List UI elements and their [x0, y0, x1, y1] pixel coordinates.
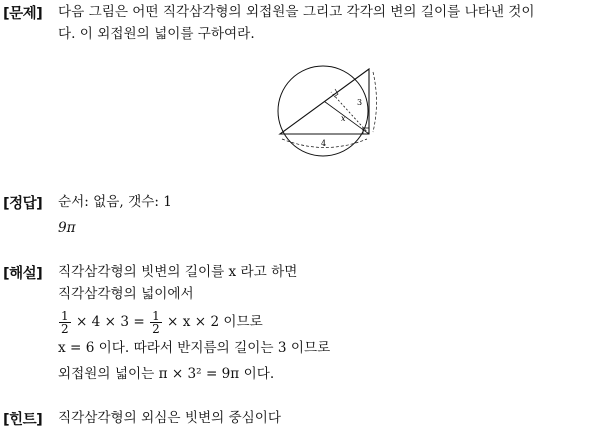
fraction-half-1 — [59, 310, 71, 335]
problem-text — [58, 2, 588, 46]
answer-tag: [정답] — [3, 196, 43, 212]
answer-line-1: 순서: 없음, 갯수: 1 — [58, 194, 172, 210]
equation-part-2: × x × 2 이므로 — [167, 314, 263, 330]
circumcircle-figure — [270, 64, 390, 164]
fraction-1-numerator: 1 — [61, 309, 69, 323]
solution-tag: [해설] — [3, 266, 43, 282]
answer-line-2: 9π — [58, 220, 76, 236]
hint-tag: [힌트] — [3, 412, 43, 428]
label-hypotenuse: x — [341, 114, 346, 123]
right-dashed-arc — [373, 72, 377, 132]
radius-line — [325, 102, 370, 135]
problem-line-2: 다. 이 외접원의 넓이를 구하여라. — [58, 26, 255, 42]
fraction-1-denominator: 2 — [61, 322, 69, 336]
hint-text — [58, 408, 588, 430]
solution-line-5: 외접원의 넓이는 π × 3² = 9π 이다. — [58, 366, 275, 382]
hint-line-1: 직각삼각형의 외심은 빗변의 중심이다 — [58, 410, 282, 426]
fraction-2-denominator: 2 — [152, 322, 160, 336]
fraction-half-2 — [150, 310, 162, 335]
solution-text — [58, 262, 588, 386]
label-side-b: 3 — [357, 98, 363, 107]
solution-equation — [58, 306, 588, 338]
answer-text — [58, 192, 588, 240]
solution-line-1: 직각삼각형의 빗변의 길이를 x 라고 하면 — [58, 264, 298, 280]
fraction-2-numerator: 1 — [152, 309, 160, 323]
label-side-a: 4 — [321, 139, 327, 148]
equation-part-1: × 4 × 3 = — [75, 314, 145, 330]
solution-line-4: x = 6 이다. 따라서 반지름의 길이는 3 이므로 — [58, 340, 331, 356]
triangle-height — [331, 92, 369, 134]
problem-tag: [문제] — [3, 6, 43, 22]
solution-line-2: 직각삼각형의 넓이에서 — [58, 286, 194, 302]
problem-line-1: 다음 그림은 어떤 직각삼각형의 외접원을 그리고 각각의 변의 길이를 나타낸 것이 — [58, 4, 535, 20]
